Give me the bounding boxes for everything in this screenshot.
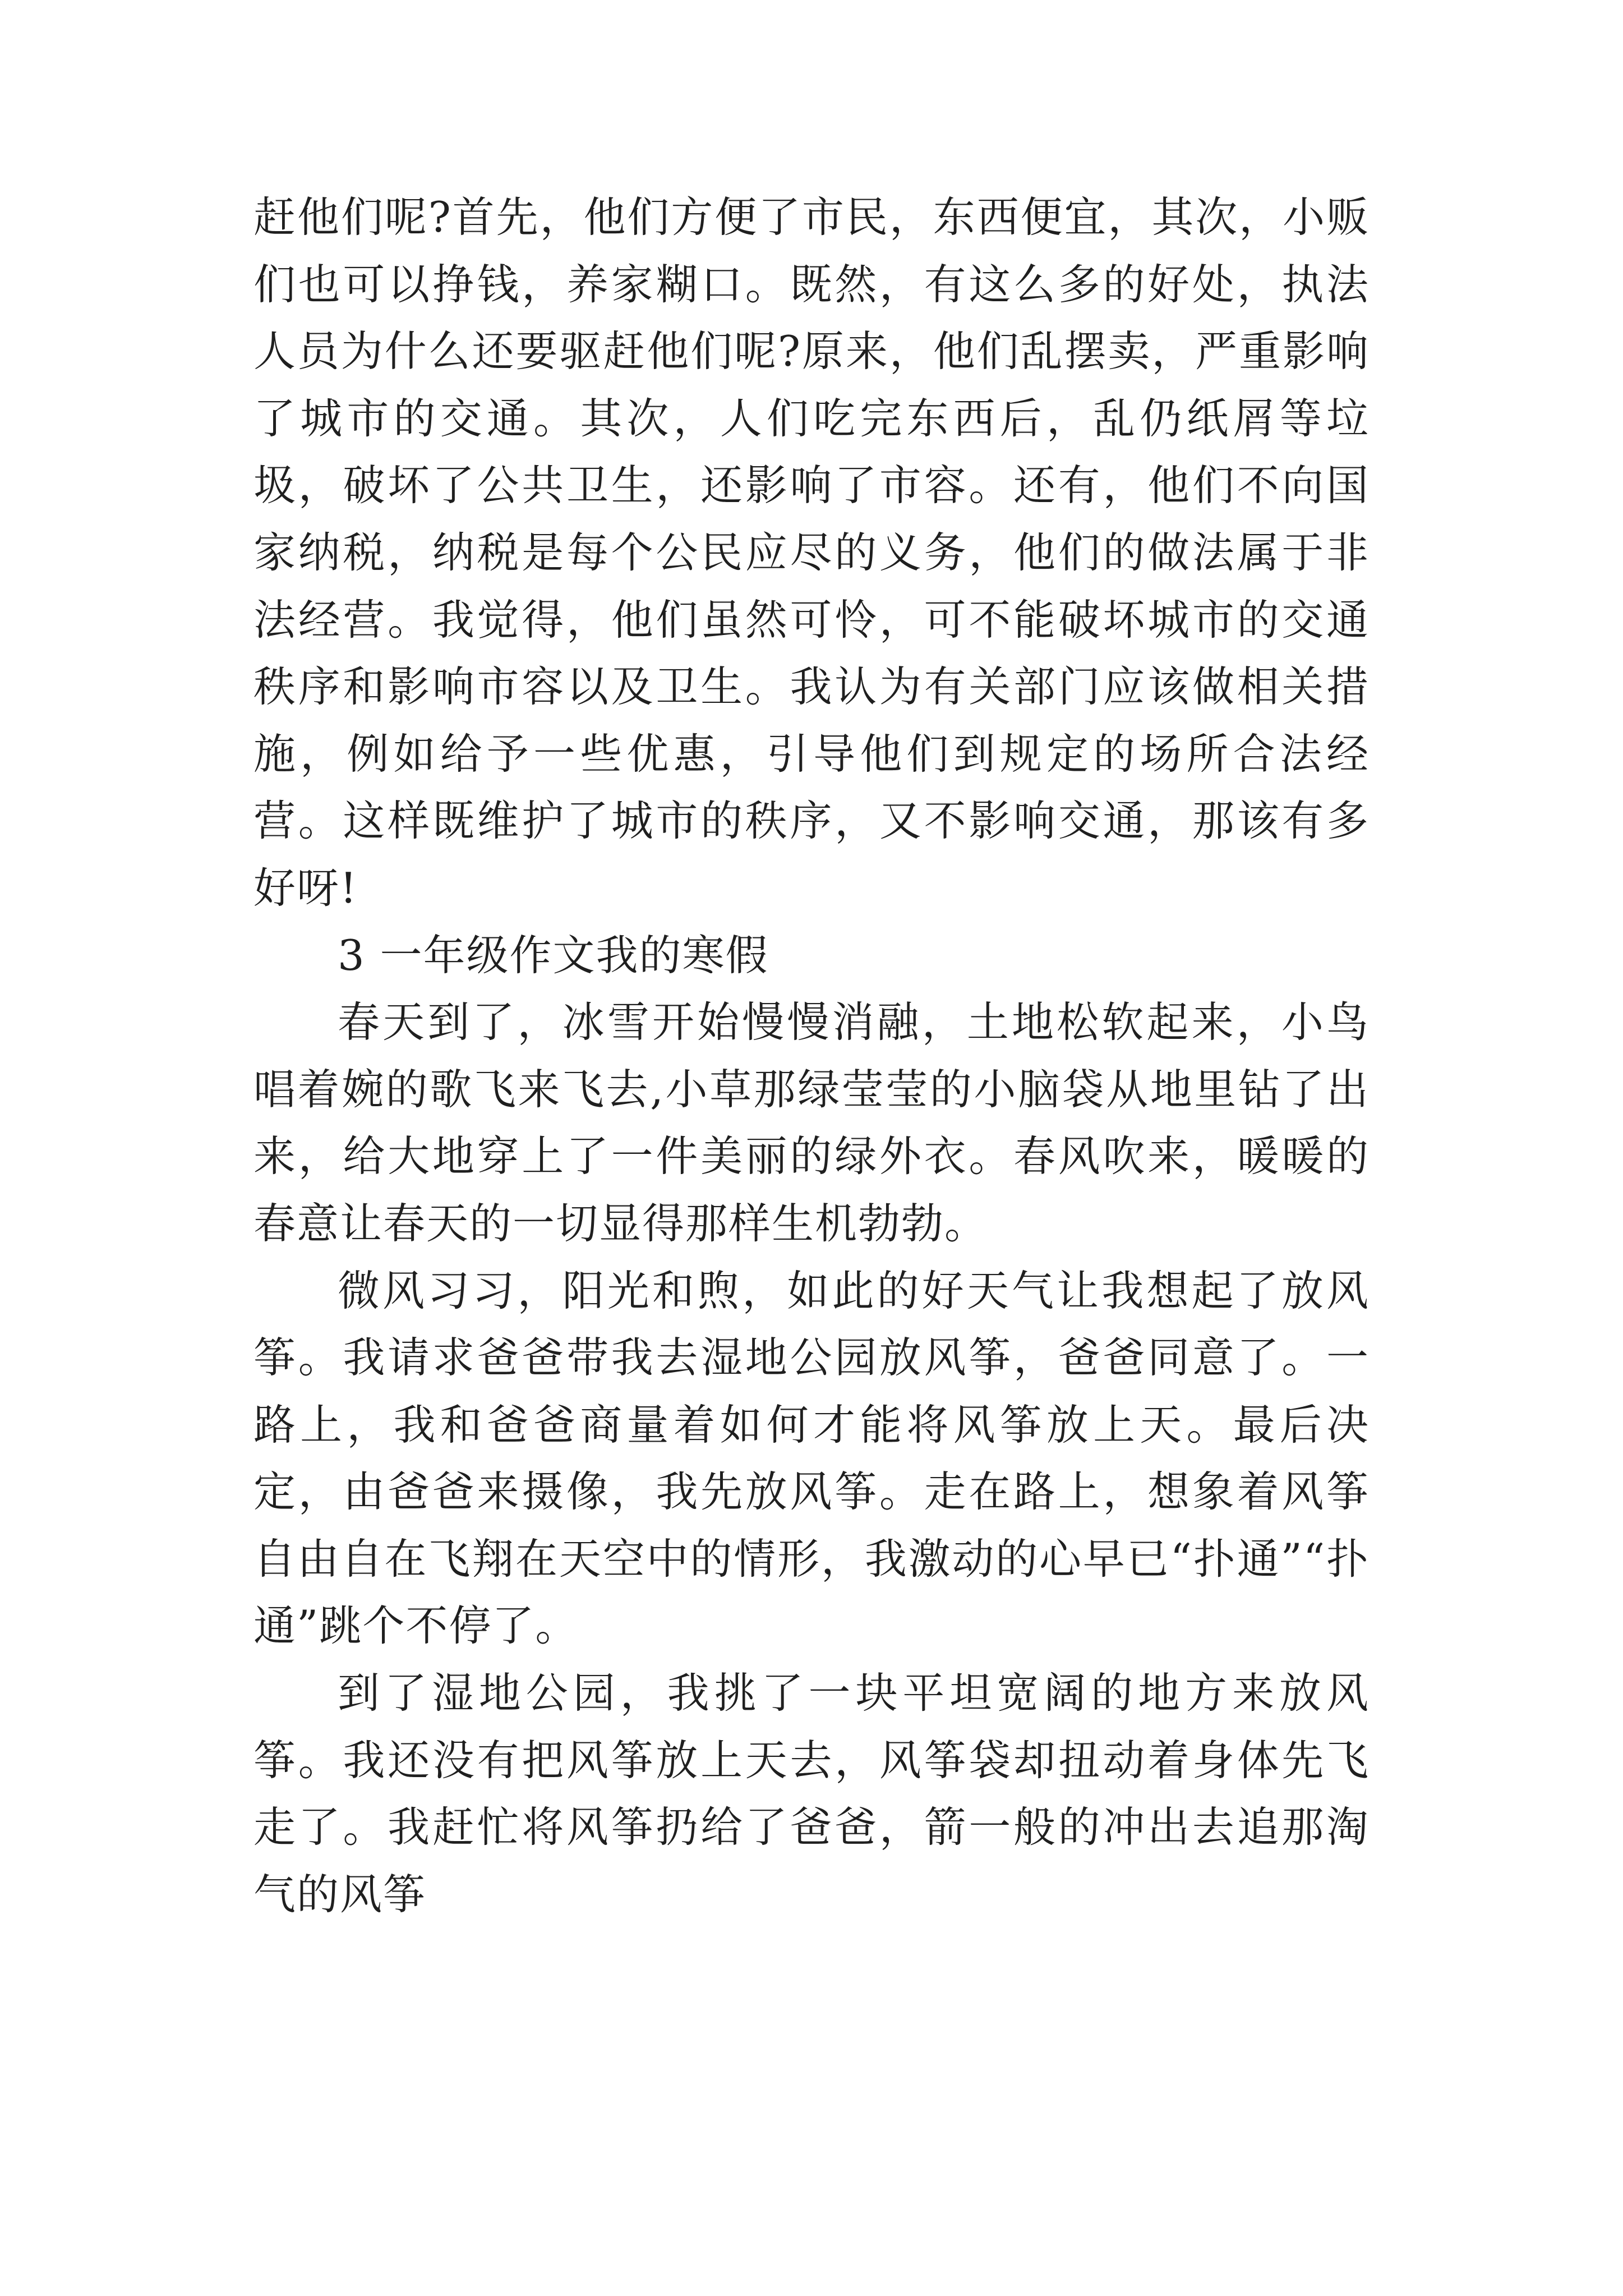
document-body xyxy=(253,184,1370,1928)
paragraph-continued: 赶他们呢?首先，他们方便了市民，东西便宜，其次，小贩们也可以挣钱，养家糊口。既然，有这么多的好处，执法人员为什么还要驱赶他们呢?原来，他们乱摆卖，严重影响了城市的交通。其次，人们吃完东西后，乱仍纸屑等垃圾，破坏了公共卫生，还影响了市容。还有，他们不向国家纳税，纳税是每个公民应尽的义务，他们的做法属于非法经营。我觉得，他们虽然可怜，可不能破坏城市的交通秩序和影响市容以及卫生。我认为有关部门应该做相关措施，例如给予一些优惠，引导他们到规定的场所合法经营。这样既维护了城市的秩序，又不影响交通，那该有多好呀! xyxy=(253,192,1370,913)
section-heading: 3 一年级作文我的寒假 xyxy=(338,930,769,980)
paragraph-spring: 春天到了，冰雪开始慢慢消融，土地松软起来，小鸟唱着婉的歌飞来飞去,小草那绿莹莹的小脑袋从地里钻了出来，给大地穿上了一件美丽的绿外衣。春风吹来，暖暖的春意让春天的一切显得那样生机勃勃。 xyxy=(253,997,1370,1248)
paragraph-kite-plan: 微风习习，阳光和煦，如此的好天气让我想起了放风筝。我请求爸爸带我去湿地公园放风筝，爸爸同意了。一路上，我和爸爸商量着如何才能将风筝放上天。最后决定，由爸爸来摄像，我先放风筝。走在路上，想象着风筝自由自在飞翔在天空中的情形，我激动的心早已“扑通”“扑通”跳个不停了。 xyxy=(253,1266,1370,1651)
paragraph-wetland-park: 到了湿地公园，我挑了一块平坦宽阔的地方来放风筝。我还没有把风筝放上天去，风筝袋却扭动着身体先飞走了。我赶忙将风筝扔给了爸爸，箭一般的冲出去追那淘气的风筝 xyxy=(253,1668,1370,1919)
